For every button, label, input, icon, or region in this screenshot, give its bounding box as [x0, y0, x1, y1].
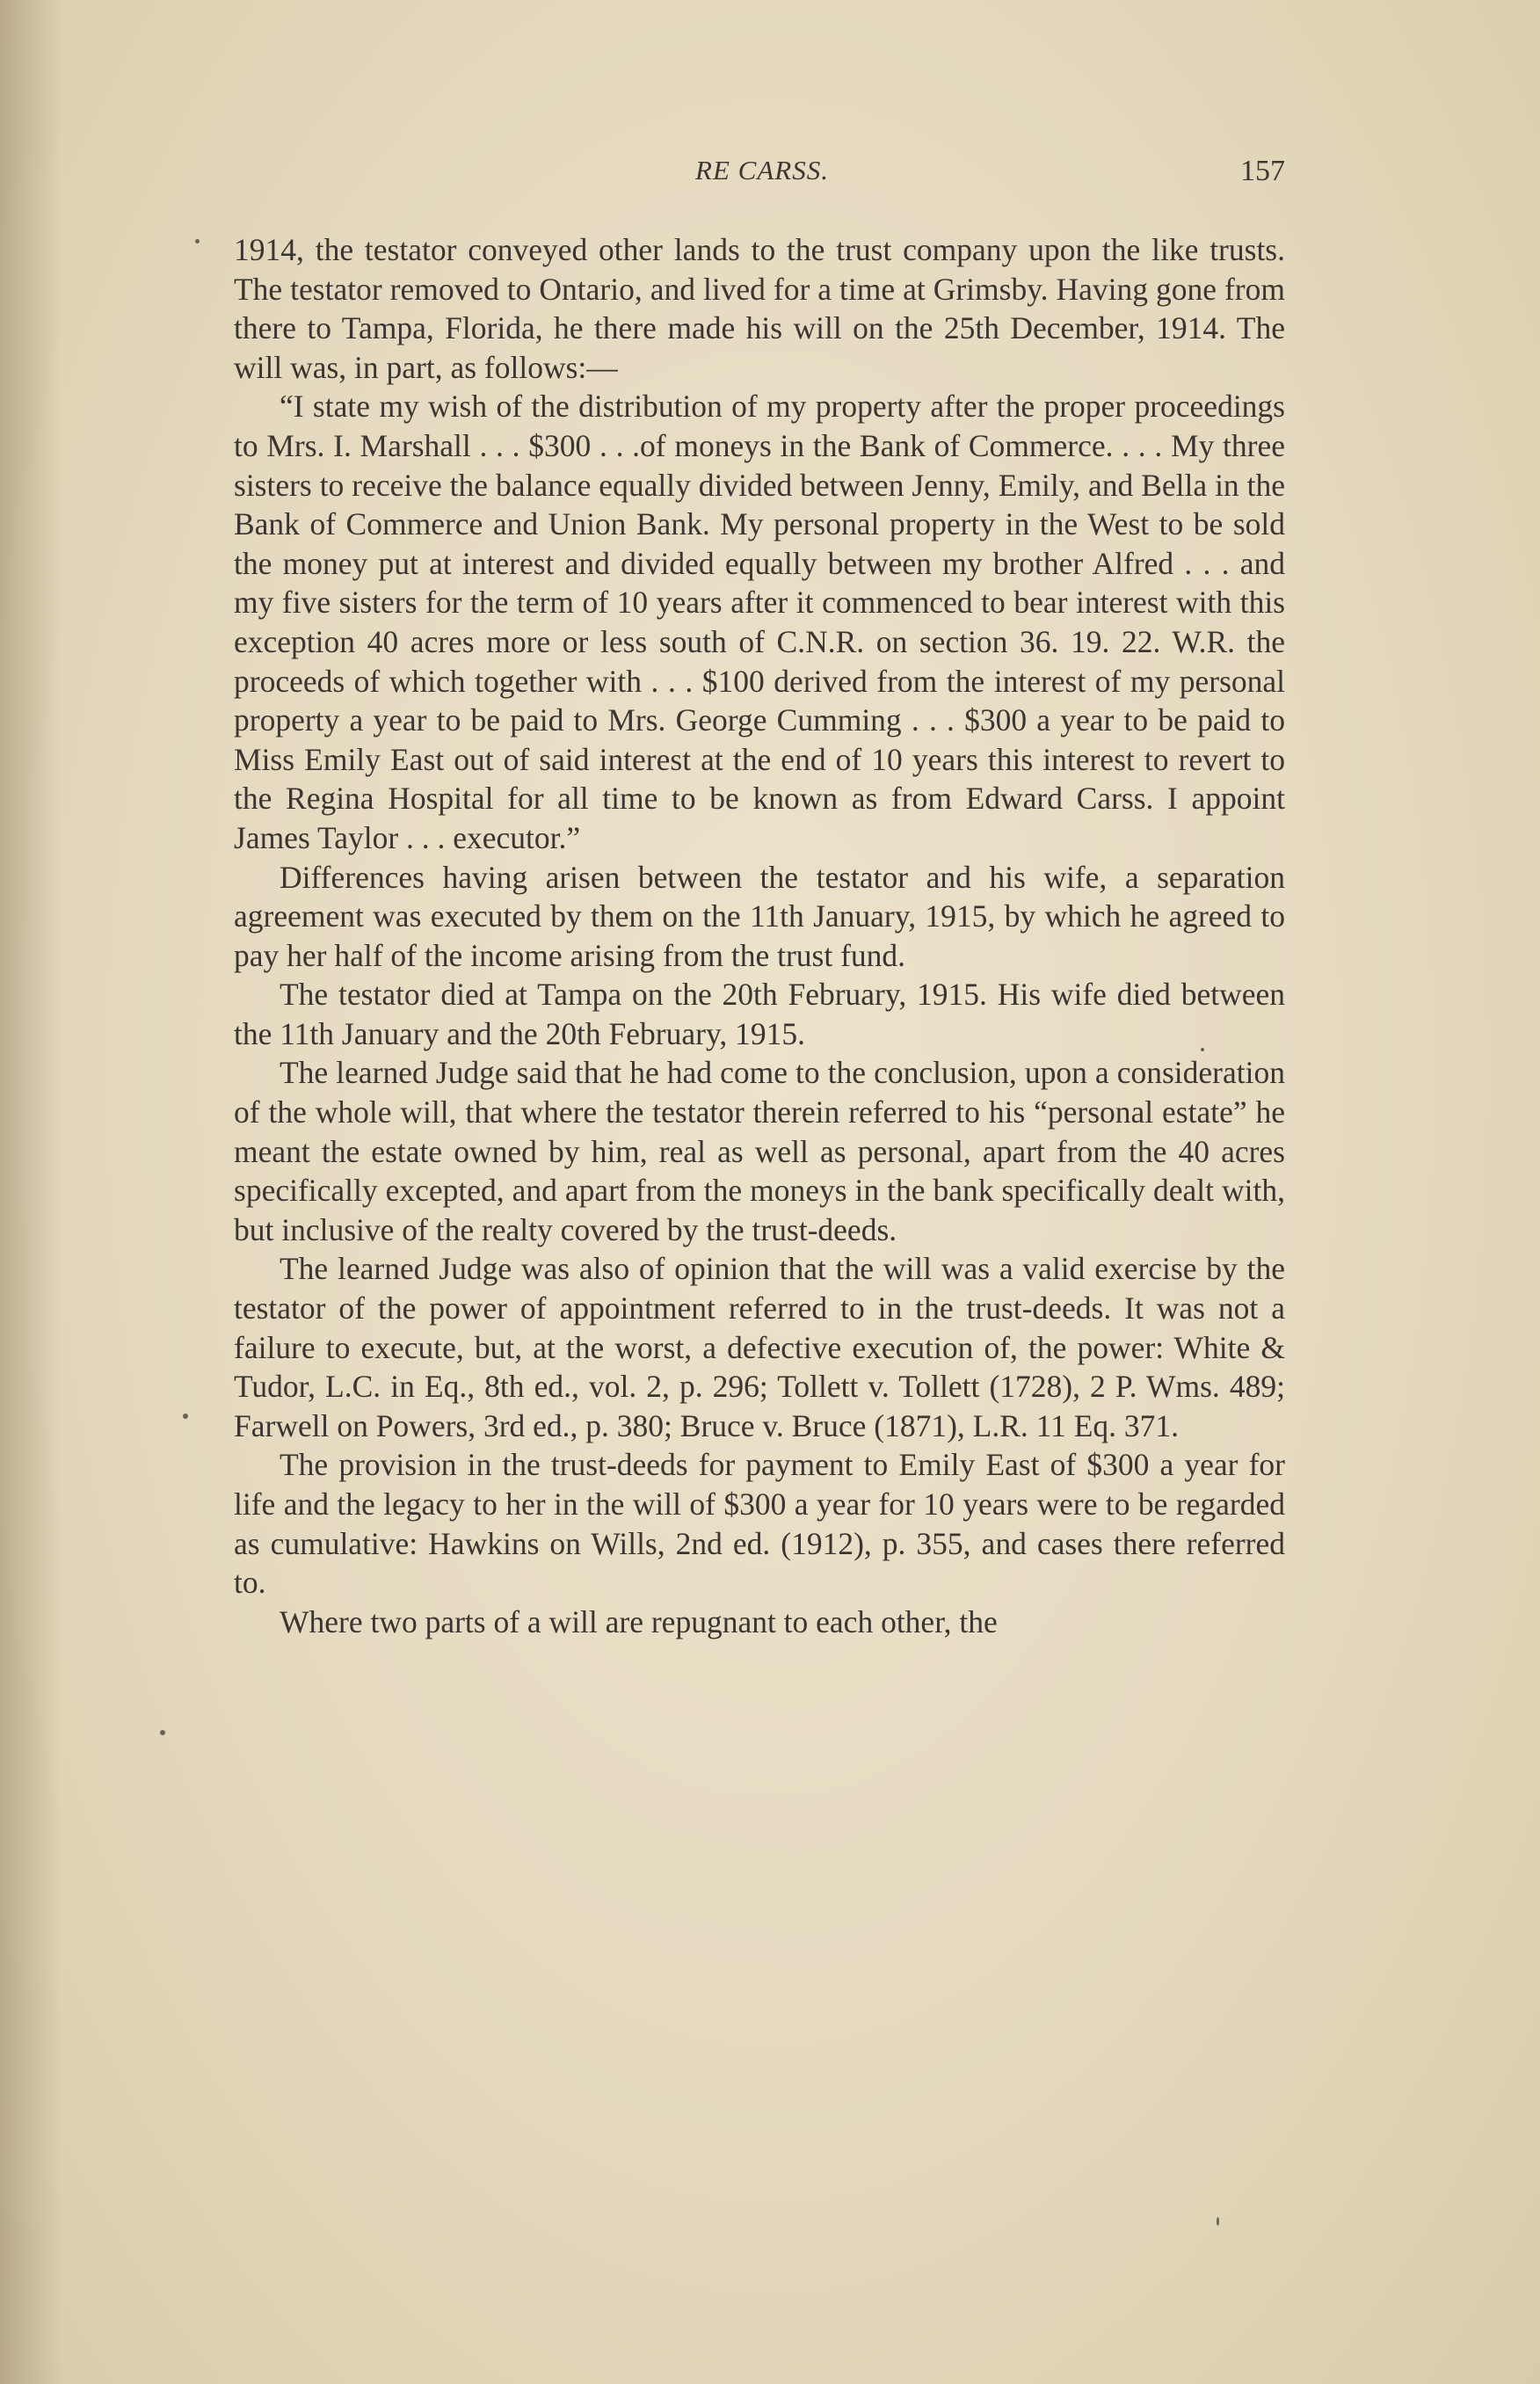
- body-text: [234, 230, 1285, 1641]
- paper-speck: [1217, 2217, 1219, 2226]
- paragraph-separation-agreement: Differences having arisen between the testator and his wife, a separation agreement was executed by them on the 11th January, 1915, by which he agreed to pay her half of the income arising from the trust fund.: [234, 859, 1285, 973]
- paragraph-cumulative-provision: The provision in the trust-deeds for payment to Emily East of $300 a year for life and the legacy to her in the will of $300 a year for 10 years were to be regarded as cumulative: Hawkins on Wills, 2nd ed. (1912), p. 355, and cases there referred to.: [234, 1447, 1285, 1601]
- paper-speck: [1201, 1048, 1204, 1051]
- paragraph-repugnant-parts: Where two parts of a will are repugnant to each other, the: [280, 1603, 998, 1639]
- page-number: 157: [1240, 155, 1285, 187]
- paragraph-testator-death: The testator died at Tampa on the 20th February, 1915. His wife died between the 11th January and the 20th February, 1915.: [234, 977, 1285, 1051]
- spine-shadow: [0, 0, 62, 2384]
- paragraph-continuation: 1914, the testator conveyed other lands to the trust company upon the like trusts. The testator removed to Ontario, and lived for a time at Grimsby. Having gone from there to Tampa, Florida, he there made his will on the 25th December, 1914. The will was, in part, as follows:—: [234, 232, 1285, 385]
- paper-speck: [195, 239, 200, 243]
- paper-speck: [160, 1730, 165, 1735]
- will-quotation: “I state my wish of the distribution of my property after the proper proceedings to Mrs. I. Marshall . . . $300 . . .of moneys in the Bank of Commerce. . . . My three sisters to receive the balance equally divided between Jenny, Emily, and Bella in the Bank of Commerce and Union Bank. My personal property in the West to be sold the money put at interest and divided equally between my brother Alfred . . . and my five sisters for the term of 10 years after it commenced to bear interest with this exception 40 acres more or less south of C.N.R. on section 36. 19. 22. W.R. the proceeds of which together with . . . $100 derived from the interest of my personal property a year to be paid to Mrs. George Cumming . . . $300 a year to be paid to Miss Emily East out of said interest at the end of 10 years this interest to revert to the Regina Hospital for all time to be known as from Edward Carss. I appoint James Taylor . . . executor.”: [234, 389, 1285, 855]
- paragraph-power-of-appointment: The learned Judge was also of opinion that the will was a valid exercise by the testator of the power of appointment referred to in the trust-deeds. It was not a failure to execute, but, at the worst, a defective execution of, the power: White & Tudor, L.C. in Eq., 8th ed., vol. 2, p. 296; Tollett v. Tollett (1728), 2 P. Wms. 489; Farwell on Powers, 3rd ed., p. 380; Bruce v. Bruce (1871), L.R. 11 Eq. 371.: [234, 1251, 1285, 1443]
- page-header: [239, 155, 1285, 200]
- running-head: RE CARSS.: [695, 155, 829, 185]
- paragraph-personal-estate: The learned Judge said that he had come to the conclusion, upon a consideration of the whole will, that where the testator therein referred to his “personal estate” he meant the estate owned by him, real as well as personal, apart from the 40 acres specifically excepted, and apart from the moneys in the bank specifically dealt with, but inclusive of the realty covered by the trust-deeds.: [234, 1055, 1285, 1247]
- paper-speck: [183, 1414, 188, 1419]
